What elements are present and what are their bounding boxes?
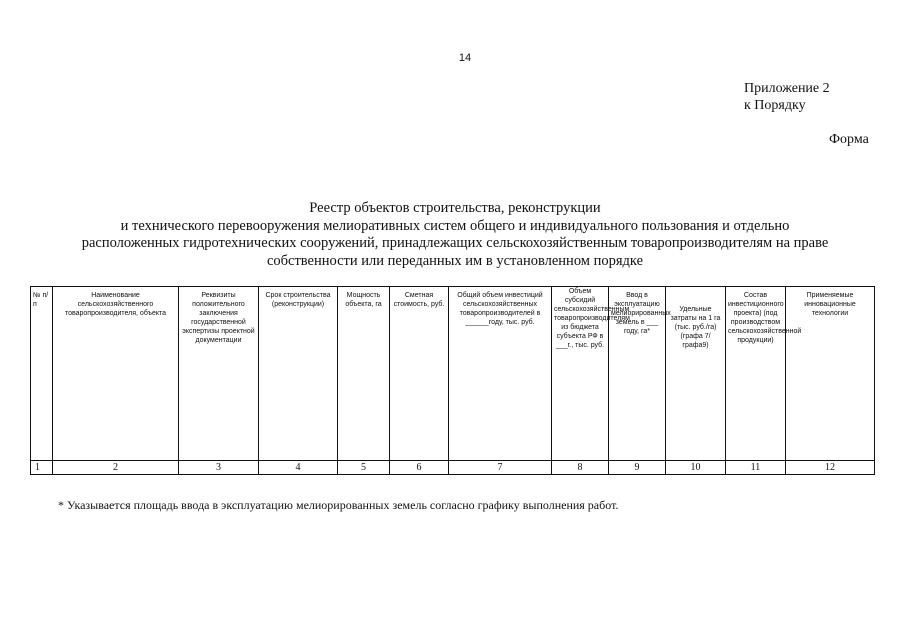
header-cell-3: Реквизиты положительного заключения государственной экспертизы проектной документации xyxy=(179,287,259,461)
header-cell-1: № п/п xyxy=(31,287,53,461)
document-title xyxy=(40,200,870,270)
registry-table xyxy=(30,286,875,475)
title-line-1: Реестр объектов строительства, реконструкции xyxy=(309,200,601,216)
header-cell-12: Применяемые инновационные технологии xyxy=(786,287,875,461)
header-cell-9: Ввод в эксплуатацию мелиорированных земель в ___ году, га* xyxy=(609,287,666,461)
header-cell-2: Наименование сельскохозяйственного товаропроизводителя, объекта xyxy=(53,287,179,461)
appendix-line-1: Приложение 2 xyxy=(744,81,830,96)
header-cell-4: Срок строительства (реконструкции) xyxy=(259,287,338,461)
footnote: * Указывается площадь ввода в эксплуатацию мелиорированных земель согласно графику выполнения работ. xyxy=(58,498,619,512)
column-number-row xyxy=(31,461,875,475)
header-cell-11: Состав инвестиционного проекта) (под производством сельскохозяйственной продукции) xyxy=(726,287,786,461)
header-row xyxy=(31,287,875,461)
column-number: 8 xyxy=(552,461,609,475)
header-cell-8: Объем субсидий сельскохозяйственным товаропроизводителям из бюджета субъекта РФ в ___г., тыс. руб. xyxy=(552,287,609,461)
column-number: 7 xyxy=(449,461,552,475)
column-number: 1 xyxy=(31,461,53,475)
appendix-line-2: к Порядку xyxy=(744,98,806,113)
header-cell-6: Сметная стоимость, руб. xyxy=(390,287,449,461)
title-line-2: и технического перевооружения мелиоративных систем общего и индивидуального пользования и отдельно xyxy=(120,217,790,234)
column-number: 6 xyxy=(390,461,449,475)
title-line-3: расположенных гидротехнических сооружений, принадлежащих сельскохозяйственным товаропроизводителям на праве xyxy=(81,235,829,251)
page-number: 14 xyxy=(458,52,472,64)
header-cell-10: Удельные затраты на 1 га (тыс. руб./га) (графа 7/ графа9) xyxy=(666,287,726,461)
column-number: 12 xyxy=(786,461,875,475)
column-number: 9 xyxy=(609,461,666,475)
column-number: 11 xyxy=(726,461,786,475)
header-cell-7: Общий объем инвестиций сельскохозяйственных товаропроизводителей в ______году, тыс. руб. xyxy=(449,287,552,461)
column-number: 2 xyxy=(53,461,179,475)
appendix-reference xyxy=(744,80,830,114)
column-number: 3 xyxy=(179,461,259,475)
column-number: 4 xyxy=(259,461,338,475)
column-number: 10 xyxy=(666,461,726,475)
column-number: 5 xyxy=(338,461,390,475)
title-line-4: собственности или переданных им в установленном порядке xyxy=(266,252,644,269)
header-cell-5: Мощность объекта, га xyxy=(338,287,390,461)
form-label: Форма xyxy=(829,132,869,147)
